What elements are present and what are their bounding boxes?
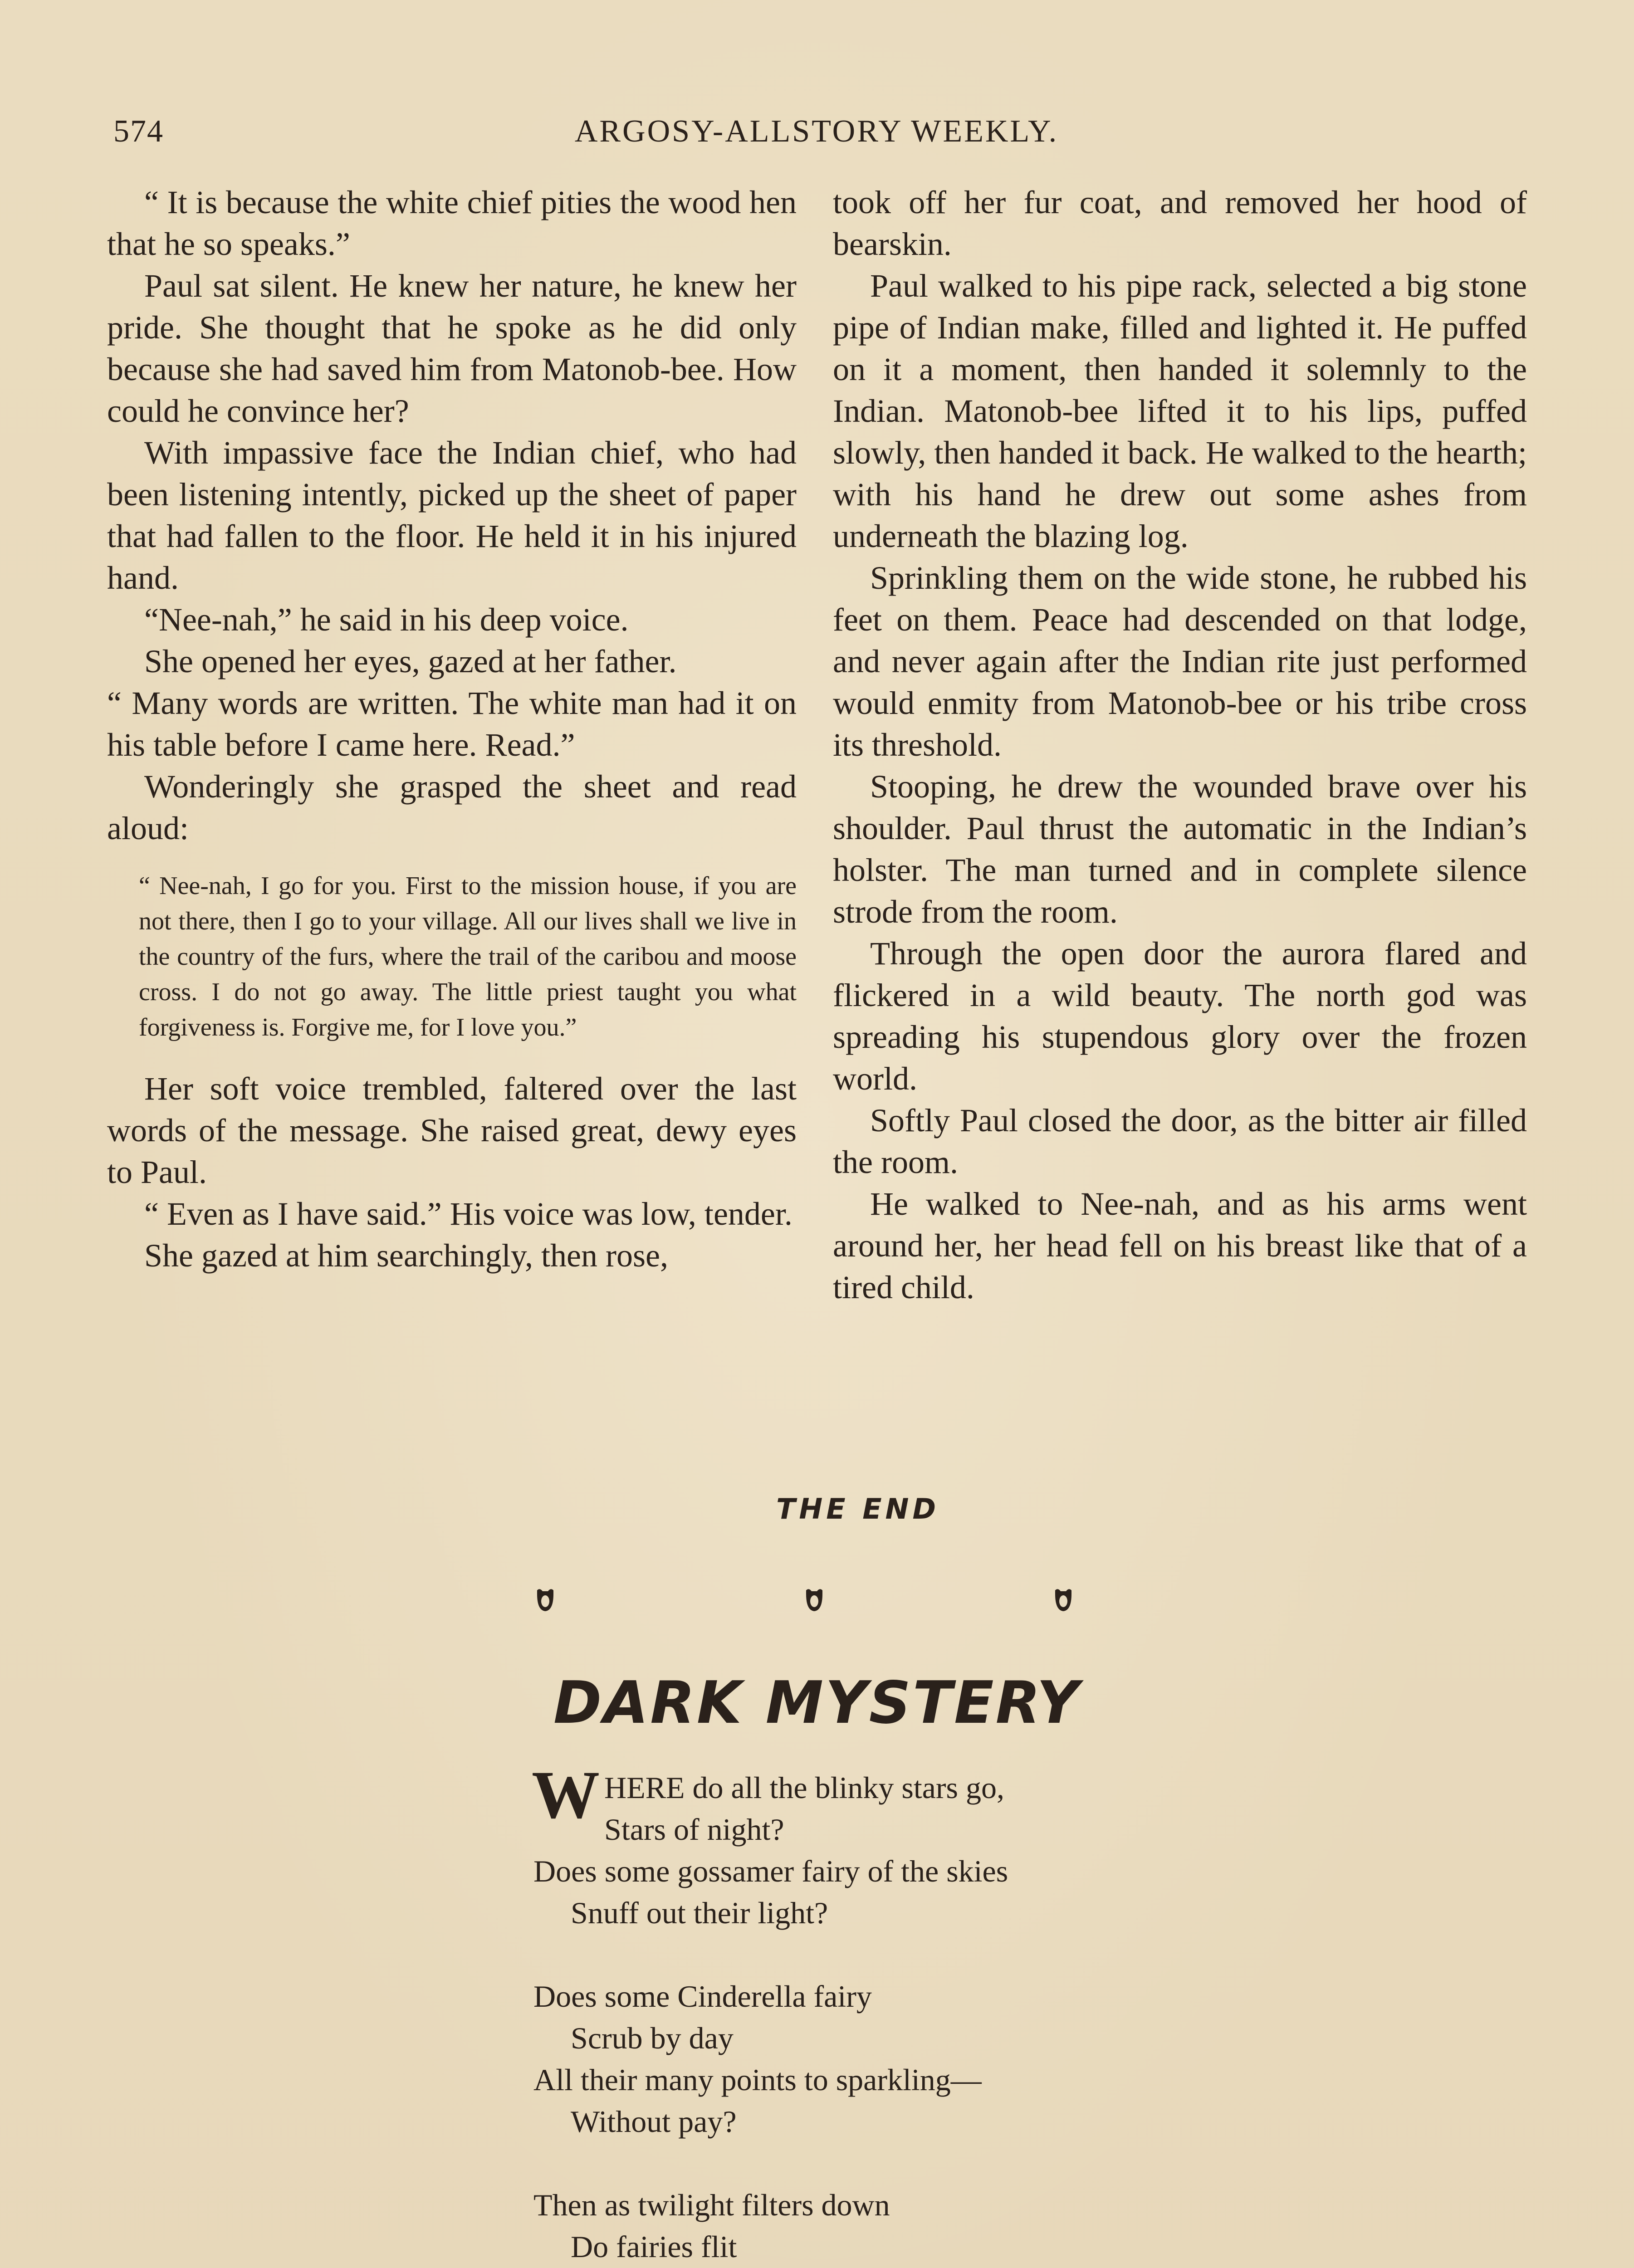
left-column <box>107 181 797 1276</box>
poem <box>532 1757 1214 2268</box>
paragraph: Softly Paul closed the door, as the bitter air filled the room. <box>833 1102 1527 1180</box>
paragraph-continuation: took off her fur coat, and removed her hood of bearskin. <box>833 184 1527 262</box>
paragraph: “ Even as I have said.” His voice was low, tender. <box>144 1196 793 1232</box>
right-column <box>833 181 1527 1308</box>
poem-stanza <box>532 1757 1214 1934</box>
quoted-letter: “ Nee-nah, I go for you. First to the mission house, if you are not there, then I go to your village. All our lives shall we live in the country of the furs, where the trail of the caribou and moose cross. I do not go away. The little priest taught you what forgiveness is. Forgive me, for I love you.” <box>139 872 797 1041</box>
ornament-divider <box>535 1588 1093 1624</box>
paragraph: Through the open door the aurora flared and flickered in a wild beauty. The north god was spreading his stupendous glory over the frozen world. <box>833 935 1527 1097</box>
paragraph: Wonderingly she grasped the sheet and read aloud: <box>107 768 797 846</box>
poem-line: Stars of night? <box>604 1812 784 1847</box>
paragraph: “Nee-nah,” he said in his deep voice. <box>144 601 629 638</box>
poem-stanza <box>533 2184 1214 2268</box>
poem-title: DARK MYSTERY <box>553 1669 1081 1737</box>
ornament-icon <box>1053 1588 1073 1613</box>
poem-line: Without pay? <box>571 2104 737 2139</box>
paragraph: Stooping, he drew the wounded brave over his shoulder. Paul thrust the automatic in the Indian’s holster. The man turned and in complete silence strode from the room. <box>833 768 1527 930</box>
poem-line: Snuff out their light? <box>571 1896 828 1930</box>
page-number: 574 <box>113 114 164 149</box>
paragraph: Sprinkling them on the wide stone, he rubbed his feet on them. Peace had descended on that lodge, and never again after the Indian rite just performed would enmity from Matonob-bee or his tribe cross its threshold. <box>833 560 1527 763</box>
paragraph: “ Many words are written. The white man had it on his table before I came here. Read.” <box>107 685 797 763</box>
paragraph: With impassive face the Indian chief, who had been listening intently, picked up the sheet of paper that had fallen to the floor. He held it in his injured hand. <box>107 435 797 596</box>
paragraph: Paul walked to his pipe rack, selected a big stone pipe of Indian make, filled and lighted it. He puffed on it a moment, then handed it solemnly to the Indian. Matonob-bee lifted it to his lips, puffed slowly, then handed it back. He walked to the hearth; with his hand he drew out some ashes from underneath the blazing log. <box>833 268 1527 554</box>
poem-stanza <box>533 1975 1214 2142</box>
ornament-icon <box>804 1588 824 1613</box>
poem-line: Then as twilight filters down <box>533 2188 890 2222</box>
poem-line: Does some gossamer fairy of the skies <box>533 1854 1008 1888</box>
poem-line: Scrub by day <box>571 2021 734 2055</box>
poem-line: Do fairies flit <box>571 2229 737 2264</box>
paragraph: Paul sat silent. He knew her nature, he knew her pride. She thought that he spoke as he did only because she had saved him from Matonob-bee. How could he convince her? <box>107 268 797 429</box>
paragraph: She gazed at him searchingly, then rose, <box>144 1237 668 1274</box>
the-end-label: THE END <box>776 1492 939 1525</box>
running-head: ARGOSY-ALLSTORY WEEKLY. <box>574 114 1059 149</box>
poem-line: HERE do all the blinky stars go, <box>604 1770 1005 1805</box>
paragraph: She opened her eyes, gazed at her father. <box>144 643 677 679</box>
paragraph: “ It is because the white chief pities the wood hen that he so speaks.” <box>107 184 797 262</box>
paragraph: He walked to Nee-nah, and as his arms went around her, her head fell on his breast like that of a tired child. <box>833 1186 1527 1305</box>
drop-cap: W <box>532 1757 600 1833</box>
page-header <box>113 113 1520 163</box>
ornament-icon <box>535 1588 555 1613</box>
poem-line: All their many points to sparkling— <box>533 2063 982 2097</box>
poem-line: Does some Cinderella fairy <box>533 1979 872 2014</box>
paragraph: Her soft voice trembled, faltered over the last words of the message. She raised great, dewy eyes to Paul. <box>107 1070 797 1190</box>
